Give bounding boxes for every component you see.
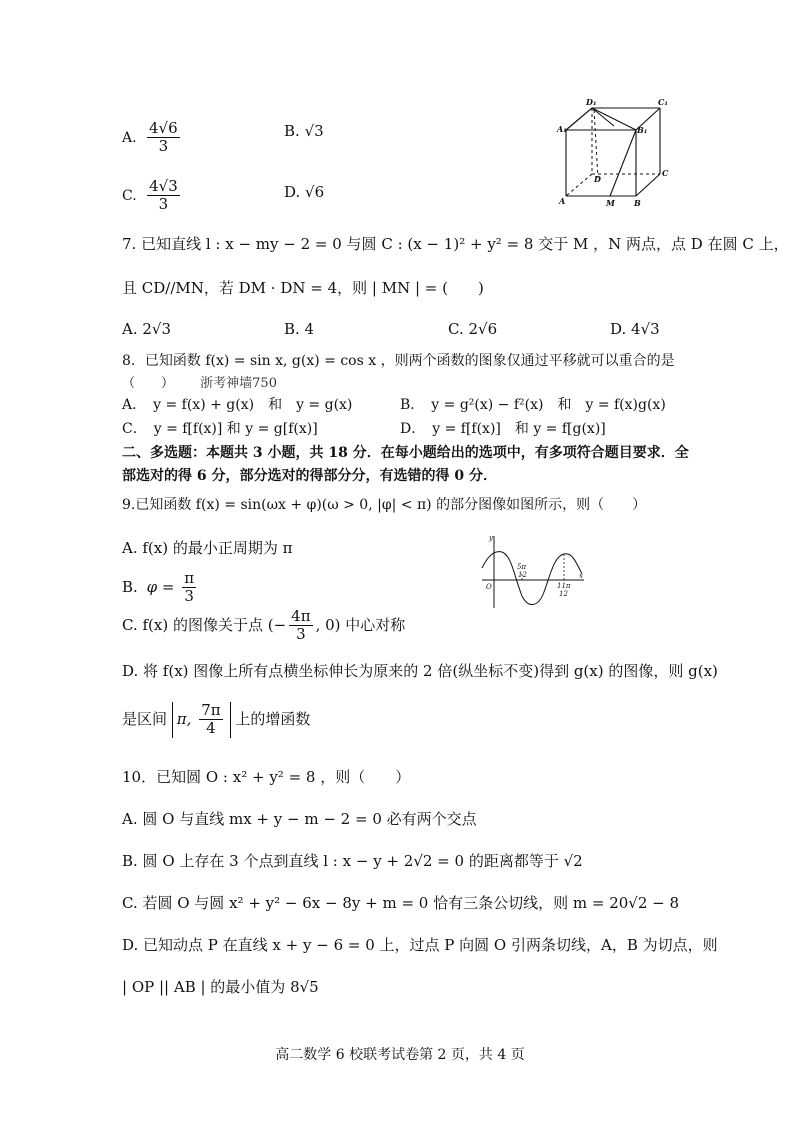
q9-option-d-line2: 是区间 π, $\frac{7\pi}{4}$ 上的增函数 — [122, 701, 311, 738]
q6-option-b: B. √3 — [284, 122, 324, 140]
cube-label-a: A — [559, 196, 566, 206]
q8-option-c: C． y = f[f(x)] 和 y = g[f(x)] — [122, 421, 318, 437]
q8-stem-line1: 8．已知函数 f(x) = sin x, g(x) = cos x ，则两个函数的图象仅通过平移就可以重合的是 — [122, 353, 675, 369]
cube-label-c: C — [662, 168, 669, 178]
page-footer: 高二数学 6 校联考试卷第 2 页，共 4 页 — [275, 1047, 525, 1063]
q9-graph-origin: O — [486, 583, 492, 591]
section2-line2: 部选对的得 6 分，部分选对的得部分分，有选错的得 0 分． — [122, 468, 497, 484]
cube-label-m: M — [606, 198, 615, 208]
q9-option-c: C. f(x) 的图像关于点 (− $\frac{4\pi}{3}$ , 0) 中心对称 — [122, 607, 406, 644]
q8-option-b: B． y = g²(x) − f²(x) 和 y = f(x)g(x) — [400, 397, 666, 413]
q10-option-d-line2: | OP || AB | 的最小值为 8√5 — [122, 978, 319, 996]
cube-label-a1: A₁ — [557, 124, 567, 134]
q8-watermark: 浙考神墙750 — [200, 376, 277, 391]
q9-graph-y-label: y — [489, 534, 493, 542]
cube-figure — [556, 96, 676, 208]
q9-graph-tick1-den: 12 — [518, 571, 527, 579]
cube-label-b: B — [634, 198, 641, 208]
q7-option-d: D. 4√3 — [610, 320, 660, 338]
q7-stem-line2: 且 CD//MN，若 DM · DN = 4，则 | MN | = ( ) — [122, 279, 484, 297]
q8-option-d: D． y = f[f(x)] 和 y = f[g(x)] — [400, 421, 606, 437]
q9-graph-tick2-num: 11π — [557, 582, 571, 590]
q9-graph-tick2-den: 12 — [559, 590, 568, 598]
q9-option-b: B. φ = $\frac{\pi}{3}$ — [122, 569, 195, 606]
q7-option-c: C. 2√6 — [448, 320, 498, 338]
q10-option-b: B. 圆 O 上存在 3 个点到直线 l : x − y + 2√2 = 0 的距离都等于 √2 — [122, 852, 583, 870]
cube-label-d1: D₁ — [586, 97, 597, 107]
q10-stem: 10．已知圆 O : x² + y² = 8 ，则（ ） — [122, 768, 411, 786]
q10-option-a: A. 圆 O 与直线 mx + y − m − 2 = 0 必有两个交点 — [122, 810, 477, 828]
section2-line1: 二、多选题：本题共 3 小题，共 18 分．在每小题给出的选项中，有多项符合题目要求．全 — [122, 445, 689, 461]
cube-label-d: D — [594, 174, 601, 184]
q6-option-c: C. $\frac{4√3}{3}$ — [122, 177, 178, 214]
q6-option-d: D. √6 — [284, 183, 325, 201]
q7-stem-line1: 7. 已知直线 l : x − my − 2 = 0 与圆 C : (x − 1)² + y² = 8 交于 M ，N 两点，点 D 在圆 C 上， — [122, 235, 789, 253]
q9-option-a: A. f(x) 的最小正周期为 π — [122, 539, 293, 557]
q9-option-d-line1: D. 将 f(x) 图像上所有点横坐标伸长为原来的 2 倍(纵坐标不变)得到 g(x) 的图像，则 g(x) — [122, 662, 718, 680]
q7-option-b: B. 4 — [284, 320, 315, 338]
q9-graph-tick1-num: 5π — [517, 563, 527, 571]
q9-sine-graph — [478, 532, 588, 612]
q10-option-c: C. 若圆 O 与圆 x² + y² − 6x − 8y + m = 0 恰有三条公切线，则 m = 20√2 − 8 — [122, 894, 680, 912]
cube-label-b1: B₁ — [637, 125, 648, 135]
q8-stem-line2: （ ） 浙考神墙750 — [122, 376, 277, 391]
q8-option-a: A． y = f(x) + g(x) 和 y = g(x) — [122, 397, 353, 413]
q7-option-a: A. 2√3 — [122, 320, 172, 338]
q10-option-d-line1: D. 已知动点 P 在直线 x + y − 6 = 0 上，过点 P 向圆 O 引两条切线，A，B 为切点，则 — [122, 936, 718, 954]
q9-graph-x-label: x — [579, 572, 583, 580]
cube-label-c1: C₁ — [658, 97, 668, 107]
q9-stem: 9.已知函数 f(x) = sin(ωx + φ)(ω > 0, |φ| < π) 的部分图像如图所示，则（ ） — [122, 497, 647, 513]
q6-option-a: A. $\frac{4√6}{3}$ — [122, 119, 178, 156]
